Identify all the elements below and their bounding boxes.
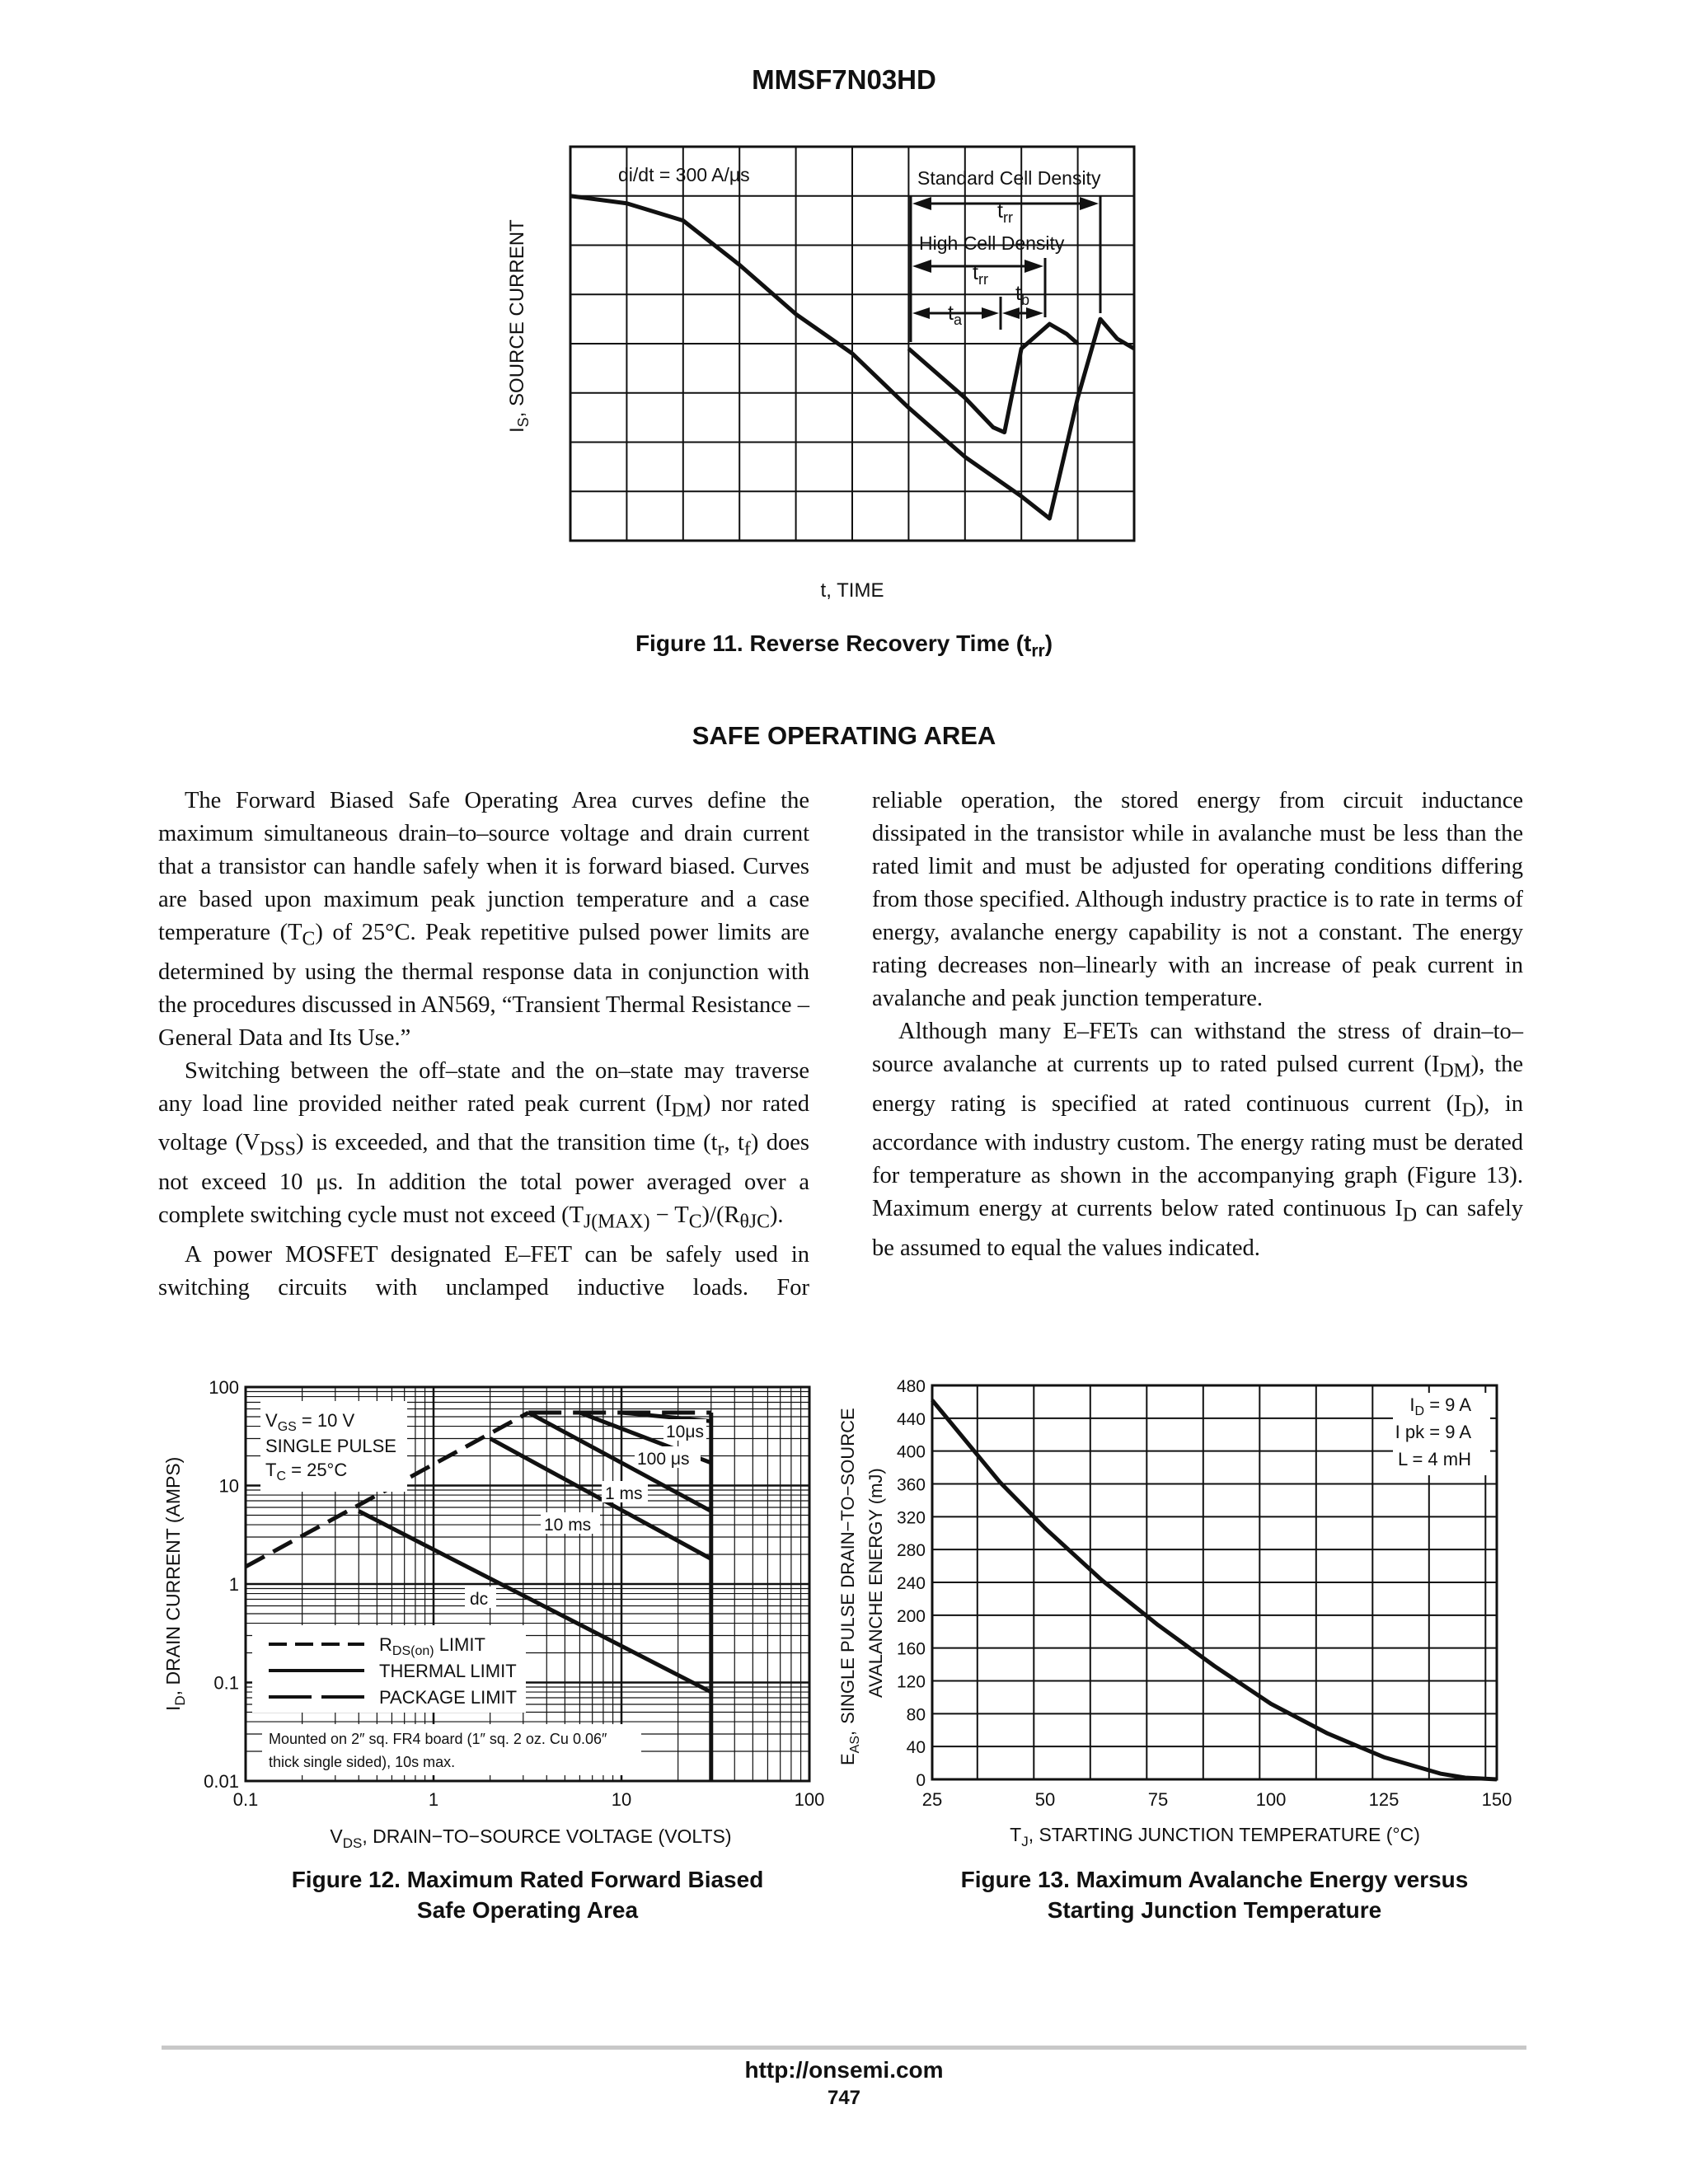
fig13-x-ticks bbox=[922, 1789, 1512, 1810]
fig11-caption: Figure 11. Reverse Recovery Time $(t_{rr})$ bbox=[635, 630, 1053, 661]
fig12-y-tick-label: 1 bbox=[228, 1574, 239, 1595]
fig11-y-axis-label: $I_S$, SOURCE CURRENT bbox=[506, 219, 532, 433]
fig13-y-tick-label: 480 bbox=[896, 1377, 926, 1396]
soa-left-paragraph-3: A power MOSFET designated E–FET can be safely used in switching circuits with unclamped inductive loads. For bbox=[158, 1241, 809, 1301]
fig11-di-dt-label: di/dt = 300 A/μs bbox=[618, 164, 750, 185]
fig11-ta-label: $t_a$ bbox=[948, 302, 962, 328]
fig12-label-100us: 100 μs bbox=[637, 1450, 690, 1469]
fig13-y-tick-label: 320 bbox=[896, 1508, 926, 1528]
fig12-y-tick-label: 100 bbox=[209, 1377, 239, 1398]
fig12-x-tick-label: 10 bbox=[611, 1789, 632, 1810]
fig13-conditions-box bbox=[1393, 1393, 1490, 1475]
soa-right-paragraph-1: reliable operation, the stored energy from circuit inductance dissipated in the transistor while in avalanche must be less than the rated limit and must be adjusted for operating conditions differing from those specified. Although industry practice is to rate in terms of energy, avalanche energy capability is not a constant. The energy rating decreases non–linearly with an increase of peak current in avalanche and peak junction temperature. bbox=[872, 788, 1523, 1011]
svg-text:ID = 9 A: $I_D = 9$ A bbox=[1409, 1394, 1471, 1418]
fig13-y-tick-label: 240 bbox=[896, 1574, 926, 1593]
fig12-x-tick-label: 0.1 bbox=[232, 1789, 259, 1810]
fig13-x-tick-label: 150 bbox=[1481, 1789, 1512, 1810]
fig13-y-tick-label: 280 bbox=[896, 1541, 926, 1561]
fig12-label-dc: dc bbox=[470, 1590, 489, 1609]
fig13-y-tick-label: 120 bbox=[896, 1672, 926, 1692]
fig13-caption: Figure 13. Maximum Avalanche Energy versus Starting Junction Temperature bbox=[960, 1867, 1469, 1923]
fig13-x-tick-label: 75 bbox=[1147, 1789, 1169, 1810]
svg-text:L = 4 mH: L = 4 mH bbox=[1397, 1449, 1471, 1469]
fig13-y-tick-label: 80 bbox=[906, 1705, 926, 1725]
svg-text:TC = 25°C: $T_C = 25^\circ C$ bbox=[265, 1460, 348, 1483]
fig11-trr-standard-label: $t_{rr}$ bbox=[997, 199, 1013, 226]
fig13-y-tick-label: 360 bbox=[896, 1475, 926, 1495]
fig11-x-axis-label: t, TIME bbox=[820, 579, 884, 602]
fig12-x-tick-label: 1 bbox=[428, 1789, 439, 1810]
fig12-label-10us: 10μs bbox=[666, 1422, 704, 1441]
fig12-y-axis-label: $I_D$, DRAIN CURRENT (AMPS) bbox=[162, 1456, 188, 1711]
fig13-y-tick-label: 200 bbox=[896, 1606, 926, 1626]
svg-text:thick single sided), 10s max.: thick single sided), 10s max. bbox=[269, 1754, 456, 1770]
svg-text:THERMAL LIMIT: THERMAL LIMIT bbox=[379, 1661, 517, 1681]
fig13-y-axis-label: $E_{AS},SINGLE$ PULSE DRAIN−TO−SOURCE bbox=[837, 1408, 862, 1765]
svg-text:PACKAGE LIMIT: PACKAGE LIMIT bbox=[379, 1687, 518, 1708]
page-number: 747 bbox=[827, 2087, 861, 2109]
fig12-x-axis-label: $V_{DS}$, DRAIN−TO−SOURCE VOLTAGE (VOLTS) bbox=[330, 1825, 732, 1851]
fig12-y-tick-label: 0.1 bbox=[213, 1672, 239, 1694]
fig13-y-tick-label: 160 bbox=[896, 1639, 926, 1659]
footer-divider bbox=[162, 2046, 1526, 2050]
fig11-tb-label: $t_b$ bbox=[1015, 282, 1029, 308]
fig12-y-tick-label: 0.01 bbox=[204, 1771, 239, 1792]
fig13-y-tick-label: 0 bbox=[916, 1771, 926, 1790]
page-header-title: MMSF7N03HD bbox=[752, 64, 936, 95]
fig13-x-tick-label: 25 bbox=[921, 1789, 943, 1810]
footer-link[interactable]: http://onsemi.com bbox=[744, 2057, 944, 2083]
fig13-x-tick-label: 100 bbox=[1255, 1789, 1287, 1810]
soa-left-paragraph-1: The Forward Biased Safe Operating Area curves define the maximum simultaneous drain–to–source voltage and drain current that a transistor can handle safely when it is forward biased. Curves are based upon maximum peak junction temperature and a case temperature $(T_C)$ of 25°C. Peak repetitive pulsed power limits are determined by using the thermal response data in conjunction with the procedures discussed in AN569, “Transient Thermal Resistance – General Data and Its Use.” bbox=[158, 788, 809, 1051]
fig12-label-1ms: 1 ms bbox=[605, 1484, 643, 1503]
fig12-caption: Figure 12. Maximum Rated Forward Biased Safe Operating Area bbox=[291, 1867, 764, 1923]
fig12-y-tick-label: 10 bbox=[218, 1475, 239, 1497]
fig13-x-tick-label: 125 bbox=[1368, 1789, 1400, 1810]
soa-right-paragraph-2: Although many E–FETs can withstand the stress of drain–to–source avalanche at currents up to rated pulsed current $(I_{DM})$, the energy rating is specified at rated continuous current $(I_D)$, in accordance with industry custom. The energy rating must be derated for temperature as shown in the accompanying graph (Figure 13). Maximum energy at currents below rated continuous $I_D$ can safely be assumed to equal the values indicated. bbox=[872, 1019, 1524, 1262]
svg-text:RDS(on) LIMIT: $R_{DS(on)}$ LIMIT bbox=[379, 1634, 485, 1658]
svg-text:I pk = 9 A: I pk = 9 A bbox=[1395, 1422, 1471, 1442]
fig13-y-tick-label: 440 bbox=[896, 1409, 926, 1429]
svg-text:SINGLE PULSE: SINGLE PULSE bbox=[265, 1436, 396, 1456]
fig12-x-tick-label: 100 bbox=[794, 1789, 825, 1810]
fig13-y-ticks bbox=[897, 1377, 926, 1790]
safe-operating-area-heading: SAFE OPERATING AREA bbox=[692, 721, 996, 750]
fig12-label-10ms: 10 ms bbox=[544, 1516, 592, 1535]
fig11-high-cell-label: High Cell Density bbox=[919, 232, 1065, 254]
svg-text:Mounted on 2″ sq. FR4 board (1: Mounted on 2″ sq. FR4 board (1″ sq. 2 oz. Cu 0.06″ bbox=[269, 1731, 607, 1747]
svg-text:VGS = 10 V: $V_{GS} = 10$ V bbox=[265, 1410, 355, 1434]
fig13-y-tick-label: 40 bbox=[906, 1738, 926, 1758]
fig13-x-tick-label: 50 bbox=[1034, 1789, 1056, 1810]
fig11-trr-high-label: $t_{rr}$ bbox=[973, 261, 988, 288]
fig11-standard-cell-label: Standard Cell Density bbox=[917, 167, 1101, 189]
fig13-y-axis-label-line2: AVALANCHE ENERGY (mJ) bbox=[865, 1468, 886, 1698]
soa-left-paragraph-2: Switching between the off–state and the on–state may traverse any load line provided neither rated peak current $(I_{DM})$ nor rated voltage $(V_{DSS})$ is exceeded, and that the transition time ($t_r$, $t_f$) does not exceed 10 μs. In addition the total power averaged over a complete switching cycle must not exceed $(T_{J(MAX)} - T_C)/(R_{\theta JC})$. bbox=[158, 1057, 810, 1233]
fig13-y-tick-label: 400 bbox=[896, 1442, 926, 1462]
fig13-x-axis-label: $T_J$, STARTING JUNCTION TEMPERATURE (°C) bbox=[1010, 1824, 1420, 1849]
